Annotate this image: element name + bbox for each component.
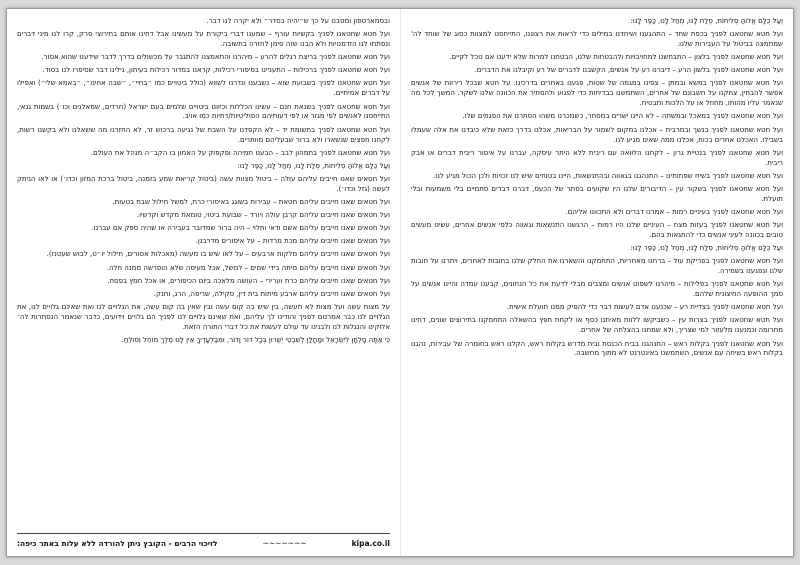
paragraph: ועל חטא שחטאנו לפניך ברכילות – התעניינו בסיפורי רכילות, קראנו במדור רכילות בעיתון, גילינו דבר שסיפרו לנו בסוד. xyxy=(42,66,390,75)
paragraph: ועל חטא שחטאנו לפניך בקלות ראש – התנהגנו בבית הכנסת ובית מדרש בקלות ראש, הקלנו ראש בחומרה של עבירות, נהגנו בקלות ראש בשיחה עם אנשים, השתמשנו באינטרנט לא מתוך מחשבה. xyxy=(411,339,783,358)
paragraph: ועל חטא שחטאנו לפניך בשקור עין – הדיבורים שלנו היו שקועים בסתר של הכעס, דברנו דברים סתמיים בלי משמעות ובלי תועלת. xyxy=(411,184,783,203)
paragraph: ועל חטא שחטאנו לפניך בריצת רגלים להרע – מיהרנו והתאמצנו להתגבר על מכשולים בדרך לדבר שידענו שהוא אסור. xyxy=(41,53,390,62)
paragraph: ועל חטא שחטאנו לפניך בקשיות עורף – שמענו דברי ביקורת על מעשינו אבל דחינו אותם בתירוצי סרק, קרו לנו מיני דברים ונפתחו לנו הזדמנויות ולא הבנו שזה סימן לחזרה בתשובה. xyxy=(17,30,390,49)
paragraph: כִּי אַתָּה סָלְחָן לְיִשְׂרָאֵל וּמָחֳלָן לְשִׁבְטֵי יְשֻׁרוּן בְּכָל דּוֹר וָדוֹר, וּמִבַּלְעָדֶיךָ אֵין לָנוּ מֶלֶךְ מוֹחֵל וְסוֹלֵחַ. xyxy=(121,335,390,344)
paragraph: ועל חטא שחטאנו לפניך בנטיית גרון – לקחנו הלוואה עם ריבית ללא היתר עיסקה, עברנו על איסור ריבית דברים או אבק ריבית. xyxy=(411,148,783,167)
paragraph: ועל חטא שחטאנו לפניך בצרות עין – כשביקשו ללוות מאיתנו כסף או לקחת חפץ בהשאלה התחמקנו בתירוצים שונים, דחינו מתרומה ונמנענו מלעזור למי שצריך, ולא שמחנו בהצלחה של אחרים. xyxy=(411,316,783,335)
paragraph: על מצות עשה ועל מצות לא תעשה, בין שיש בה קום עשה ובין שאין בה קום עשה, את הגלויים לנו ואת שאינם גלויים לנו, את הגלויים לנו כבר אמרנום לפניך והודינו לך עליהם, ואת שאינם גלויים לנו לפניך הם גלויים וידועים, כדבר שנאמר הנסתרות לה׳ אלוקינו והנגלות לנו ולבנינו עד עולם לעשות את כל דברי התורה הזאת. xyxy=(17,302,390,331)
paragraph: ועל חטא שחטאנו לפניך בשיח שפתותינו – התנהגנו בגאווה ובהתנשאות, היינו בטוחים שיש לנו זכויות ולכן הכול מגיע לנו. xyxy=(433,171,783,180)
right-page xyxy=(400,9,793,556)
paragraph: ועל חטא שחטאנו לפניך בעיניים רמות – אמרנו דברים ולא התכוונו אליהם. xyxy=(565,207,783,216)
left-page-text xyxy=(17,17,390,346)
paragraph: וְעַל כֻּלָּם אֱלוֹהַּ סְלִיחוֹת, סְלַח לָנוּ, מְחַל לָנוּ, כַּפֶּר לָנוּ: xyxy=(237,161,390,170)
paragraph: ועל חטאים שאנו חייבים עליהם מלקות ארבעים – על לאו שיש בו מעשה (מאכלות אסורים, חילול יו״ט, לבוש שעטנז). xyxy=(46,250,390,259)
paragraph: ועל חטא שחטאנו לפניך בשנאת חנם – עשינו הכללות וכיוונו ביטויים שלמים בעם ישראל (חרדים, שמאלנים וכו׳) בשמות גנאי, התייחסנו לאנשים לפי מגזר או לפי דעותיהם הפוליטיות/דתיות כמו אויב. xyxy=(17,102,390,121)
page-footer xyxy=(17,533,390,548)
paragraph: ועל חטא שחטאנו לפניך בפריקת עול – ברחנו מאחריות, התחמקנו והשארנו את החלק שלנו בחובות לאחרים, ויתרנו על חובות שלנו ונפגענו בשמירה. xyxy=(411,257,783,276)
paragraph: ובסמארטפון ומסבנו על כך ש״יהיה בסדר״ ולא יקרה לנו דבר. xyxy=(206,17,390,25)
paragraph: ועל חטא שחטאנו לפניך בתמהון לבב – הבענו תמיהה ופקפוק על האמון בו הקב״ה מנהל את העולם. xyxy=(90,148,390,157)
footer-note: לזיכוי הרבים - הקובץ ניתן להורדה ללא עלות באתר כיפה: xyxy=(17,539,218,548)
paragraph: ועל חטא שחטאנו לפניך בכפת שחד – התהגענו ושיחדנו במילים כדי לראות את רצוננו, התייחסנו למצוות כסוג של שוחד לה' שמתמצה בביטול על העבירות שלנו. xyxy=(411,30,783,49)
left-page xyxy=(7,9,400,556)
paragraph: ועל חטאים שאנו חייבים עליהם אשם ודאי ותלוי – היה ברור שמדובר בעבירה או שהיה ספק אם עברנו. xyxy=(91,224,390,233)
paragraph: ועל חטא שחטאנו לפניך בנשך ובמרבית – אכלנו במקום לשמור על הבריאות, אכלנו בדרך כזאת שלא כיבדנו את אלה שעמלו בשבילו. האכלנו אחרים בכוח, אכלנו ממה שאינו מגיע לנו. xyxy=(411,125,783,144)
paragraph: ועל חטאים שאנו חייבים עליהם חטאת – עבירות בשוגג באיסורי כרת, למשל חילול שבת בטעות. xyxy=(112,197,390,206)
paragraph: ועל חטאים שאנו חייבים עליהם כרת וערירי – העושה מלאכה ביום הכיפורים, או אכל חמץ בפסח. xyxy=(107,276,390,285)
paragraph: ועל חטא שחטאנו לפניך בלשון הרע – דיברנו רע על אנשים, הקשבנו לדברים של רע וקיבלנו את הדברים. xyxy=(474,66,783,75)
paragraph: ועל חטאים שאנו חייבים עליהם עולה – ביטול מצוות עשה (ביטול קריאת שמע בזמנה, ביטול ברכת המזון וכדו׳) או לאו הניתק לעשה (גזל וכדו׳). xyxy=(17,174,390,193)
paragraph: ועל חטא שחטאנו לפניך במשא ובמתן – צפינו במגמה של שטות, פגענו באחרים בדרכינו. על חטא שבכל רירוות של אנשים אפשר להבחין, צחקנו על חשבונם של אחרים, השתמשנו בבדיחות כדי לפגוע ולהסתיר את הכוונה שלנו לשקר. המשך לכל מה שנאמר עליו מהותו, מחוזל או על הלכות ותבטיח. xyxy=(411,79,783,108)
paragraph: ועל חטא שחטאנו לפניך במאכל ובמשתה – לא היינו ישרים במסחר, כשמכרנו משהו הסתרנו את הפגמים שלו. xyxy=(462,112,783,121)
paragraph: ועל חטא שחטאנו לפניך בפלילות – מיהרנו לשפוט אנשים ומצבים מבלי לדעת את כל הנתונים, קבענו עמדה והיינו אנשים על סמך ההופעה החיצונית שלהם. xyxy=(411,280,783,299)
footer-ornament: ~~~~~~~ xyxy=(262,539,307,548)
paragraph: ועל חטאים שאנו חייבים עליהם מכת מרדות – על איסורים מדרבנן. xyxy=(195,237,390,246)
paragraph: וְעַל כֻּלָּם אֱלוֹהַּ סְלִיחוֹת, סְלַח לָנוּ, מְחַל לָנוּ, כַּפֶּר לָנוּ: xyxy=(630,17,783,25)
paragraph: ועל חטא שחטאנו לפניך בשבועת שוא – נשבענו ונדרנו לשווא (כולל ביטויים כמו ״בחיי״, ״שבה אחינו״, ״באמא שלי״) ואפילו על דברים אמיתיים. xyxy=(17,79,390,98)
paragraph: ועל חטאים שאנו חייבים עליהם ארבע מיתות בית דין, סקילה, שריפה, הרג, וחנק. xyxy=(153,289,390,298)
paragraph: ועל חטא שחטאנו לפניך בתשומת יד – לא הקפדנו על השבת של נגיעה ברכוש זר, לא החזרנו מה ששאלנו ולא בקשנו רשות, לקחנו חפצים שנשארו ולא ברור שבעליהם מוותרים. xyxy=(17,125,390,144)
paragraph: ועל חטאים שאנו חייבים עליהם קרבן עולה ויורד – שבועת ביטוי, טומאת מקדש וקדשיו. xyxy=(136,211,390,220)
footer-site-link[interactable]: kipa.co.il xyxy=(351,539,390,548)
paragraph: ועל חטא שחטאנו לפניך בלצון – התבחשנו למחויבויות ולהבטחות שלנו, הבטחנו למרות שלא ידענו אם נוכל לקיים. xyxy=(449,53,783,62)
booklet-spread xyxy=(6,8,794,557)
paragraph: ועל חטא שחטאנו לפניך בצדיית רע – שכנענו אדם לעשות דבר כדי להפיק ממנו תועלת אישית. xyxy=(506,303,783,312)
paragraph: וְעַל כֻּלָּם אֱלוֹהַּ סְלִיחוֹת, סְלַח לָנוּ, מְחַל לָנוּ, כַּפֶּר לָנוּ: xyxy=(630,244,783,253)
paragraph: ועל חטאים שאנו חייבים עליהם מיתה בידי שמים – למשל, אכל מעיסה שלא הופרשה ממנה חלה. xyxy=(106,263,390,272)
paragraph: ועל חטא שחטאנו לפניך בעזות מצח – העיניים שלנו היו רמות – הרגשנו התנשאות וגאווה כלפי אנשים אחרים, עשינו מעשים טובים בכוונה לעיני אנשים כדי להתגאות בהם. xyxy=(411,221,783,239)
